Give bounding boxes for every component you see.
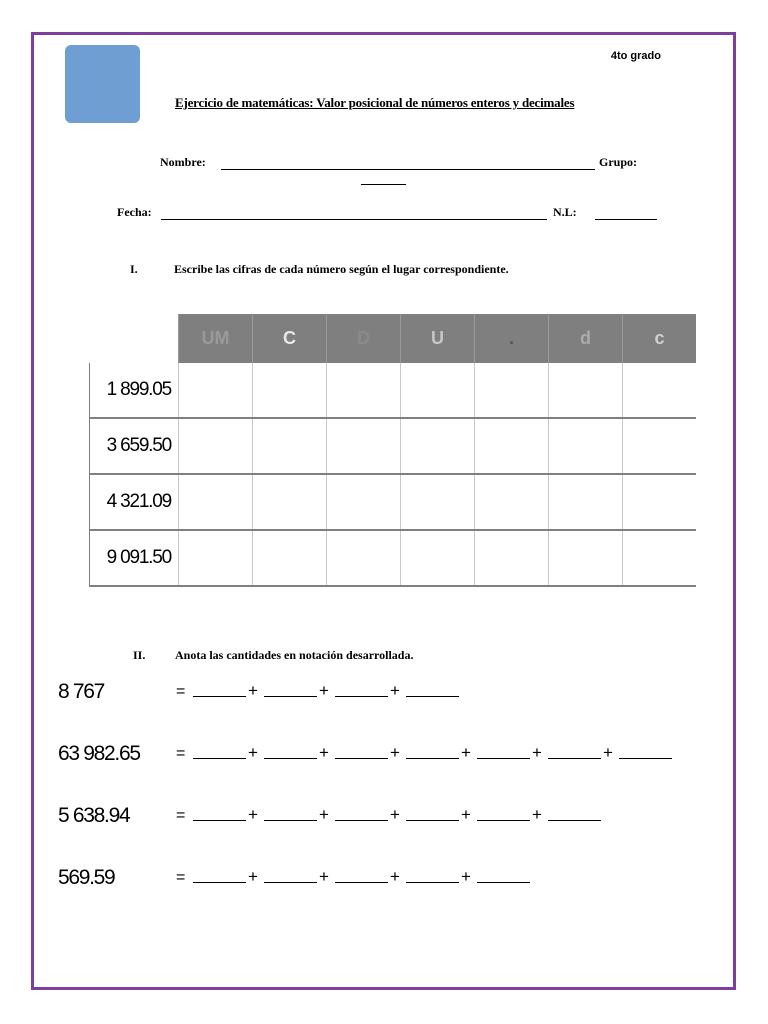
section-1-heading (130, 262, 509, 277)
answer-blank[interactable] (335, 758, 388, 759)
answer-cell[interactable] (549, 530, 623, 586)
answer-cell[interactable] (475, 530, 549, 586)
answer-blank[interactable] (406, 882, 459, 883)
date-field[interactable] (161, 219, 547, 220)
plus-sign: + (319, 805, 329, 824)
equals-sign: = (176, 683, 186, 700)
plus-sign: + (603, 743, 613, 762)
column-header-um: UM (179, 314, 253, 363)
equals-sign: = (176, 807, 186, 824)
nl-label: N.L: (553, 205, 577, 219)
answer-blank[interactable] (193, 758, 246, 759)
table-row (90, 363, 697, 418)
answer-cell[interactable] (327, 530, 401, 586)
answer-cell[interactable] (401, 474, 475, 530)
expansion-number: 569.59 (58, 866, 115, 889)
group-label: Grupo: (599, 155, 638, 169)
answer-blank[interactable] (548, 758, 601, 759)
section-2-heading (133, 648, 414, 663)
expansion-number: 8 767 (58, 680, 105, 703)
answer-blank[interactable] (335, 882, 388, 883)
answer-cell[interactable] (179, 363, 253, 418)
date-label: Fecha: (117, 205, 152, 219)
section-2-instruction: Anota las cantidades en notación desarrollada. (175, 648, 414, 662)
column-header-c: C (253, 314, 327, 363)
place-value-table (89, 314, 696, 587)
plus-sign: + (319, 743, 329, 762)
plus-sign: + (248, 743, 258, 762)
answer-blank[interactable] (335, 696, 388, 697)
answer-blank[interactable] (548, 820, 601, 821)
answer-cell[interactable] (327, 418, 401, 474)
answer-blank[interactable] (477, 820, 530, 821)
expansion-number: 5 638.94 (58, 804, 130, 827)
answer-blank[interactable] (406, 696, 459, 697)
plus-sign: + (461, 743, 471, 762)
answer-cell[interactable] (179, 474, 253, 530)
worksheet-title: Ejercicio de matemáticas: Valor posicional de números enteros y decimales (175, 95, 575, 110)
plus-sign: + (390, 805, 400, 824)
table-row (90, 474, 697, 530)
answer-blank[interactable] (264, 696, 317, 697)
section-2-numeral: II. (133, 648, 146, 662)
plus-sign: + (461, 867, 471, 886)
name-field[interactable] (221, 169, 595, 170)
answer-cell[interactable] (623, 530, 697, 586)
expansion-number: 63 982.65 (58, 742, 140, 765)
section-1-numeral: I. (130, 262, 138, 276)
answer-blank[interactable] (335, 820, 388, 821)
plus-sign: + (390, 681, 400, 700)
answer-cell[interactable] (549, 474, 623, 530)
answer-blank[interactable] (193, 696, 246, 697)
answer-cell[interactable] (623, 474, 697, 530)
plus-sign: + (532, 743, 542, 762)
grade-label: 4to grado (610, 50, 661, 62)
answer-cell[interactable] (327, 363, 401, 418)
column-header-d: D (327, 314, 401, 363)
name-label: Nombre: (160, 155, 206, 169)
answer-cell[interactable] (475, 363, 549, 418)
answer-cell[interactable] (623, 418, 697, 474)
section-1-instruction: Escribe las cifras de cada número según el lugar correspondiente. (174, 262, 509, 276)
answer-cell[interactable] (253, 418, 327, 474)
plus-sign: + (390, 743, 400, 762)
plus-sign: + (532, 805, 542, 824)
answer-cell[interactable] (549, 418, 623, 474)
column-header-point: . (475, 314, 549, 363)
group-field[interactable] (361, 184, 406, 185)
table-header-row (90, 314, 697, 363)
column-header-d-lower: d (549, 314, 623, 363)
answer-blank[interactable] (264, 758, 317, 759)
column-header-u: U (401, 314, 475, 363)
plus-sign: + (319, 867, 329, 886)
answer-cell[interactable] (253, 363, 327, 418)
row-number: 3 659.50 (90, 418, 179, 474)
answer-cell[interactable] (401, 363, 475, 418)
column-header-c-lower: c (623, 314, 697, 363)
answer-cell[interactable] (179, 530, 253, 586)
answer-cell[interactable] (549, 363, 623, 418)
answer-blank[interactable] (406, 758, 459, 759)
answer-cell[interactable] (253, 530, 327, 586)
table-row (90, 418, 697, 474)
answer-cell[interactable] (179, 418, 253, 474)
answer-cell[interactable] (623, 363, 697, 418)
answer-cell[interactable] (253, 474, 327, 530)
answer-blank[interactable] (264, 882, 317, 883)
answer-cell[interactable] (327, 474, 401, 530)
plus-sign: + (248, 867, 258, 886)
plus-sign: + (461, 805, 471, 824)
row-number: 9 091.50 (90, 530, 179, 586)
table-corner (90, 314, 179, 363)
plus-sign: + (248, 681, 258, 700)
equals-sign: = (176, 869, 186, 886)
row-number: 4 321.09 (90, 474, 179, 530)
answer-blank[interactable] (193, 820, 246, 821)
answer-blank[interactable] (193, 882, 246, 883)
answer-blank[interactable] (477, 882, 530, 883)
answer-blank[interactable] (264, 820, 317, 821)
answer-blank[interactable] (477, 758, 530, 759)
answer-blank[interactable] (406, 820, 459, 821)
equals-sign: = (176, 745, 186, 762)
answer-blank[interactable] (619, 758, 672, 759)
answer-cell[interactable] (475, 418, 549, 474)
school-logo (65, 45, 140, 123)
answer-cell[interactable] (401, 418, 475, 474)
nl-field[interactable] (595, 219, 657, 220)
plus-sign: + (319, 681, 329, 700)
table-row (90, 530, 697, 586)
answer-cell[interactable] (475, 474, 549, 530)
row-number: 1 899.05 (90, 363, 179, 418)
answer-cell[interactable] (401, 530, 475, 586)
plus-sign: + (248, 805, 258, 824)
plus-sign: + (390, 867, 400, 886)
